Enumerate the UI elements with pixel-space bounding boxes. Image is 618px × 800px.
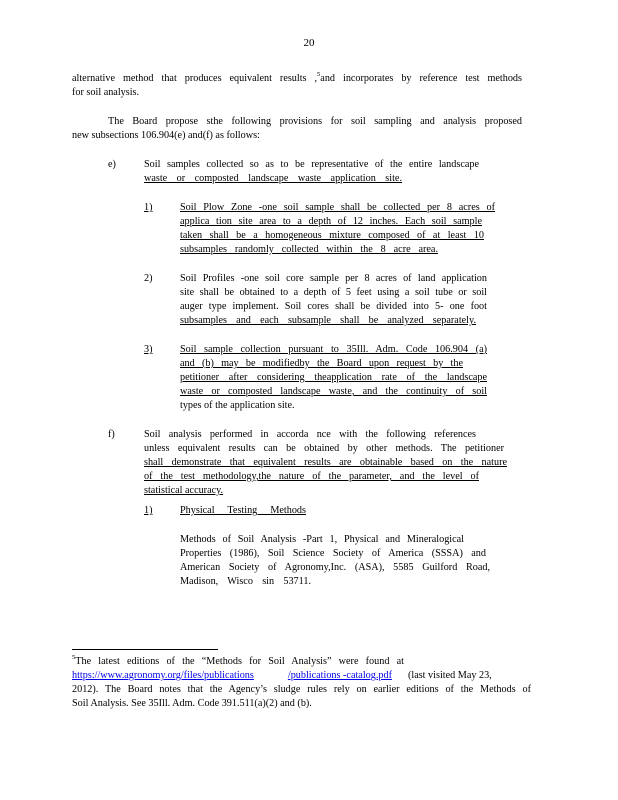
section-e-item-3-line: waste or composted landscape waste, and the continuity of soil [180,386,487,397]
page-number: 20 [303,37,315,49]
section-e-line-1: Soil samples collected so as to be representative of the entire landscape [144,159,479,170]
section-e-item-3-line: types of the application site. [180,400,295,411]
section-f-line: shall demonstrate that equivalent results are obtainable based on the nature [144,457,507,468]
section-e-item-1-line: subsamples randomly collected within the 8 acre area. [180,244,438,255]
section-e-item-3-line: petitioner after considering theapplication rate of the landscape [180,372,487,383]
footnote-separator [72,649,218,650]
section-f-line: Soil analysis performed in accorda nce with the following references [144,429,476,440]
section-f-line: unless equivalent results can be obtained by other methods. The petitioner [144,443,504,454]
proposal-line-1: The Board propose sthe following provisions for soil sampling and analysis proposed [108,116,522,127]
footnote-link[interactable]: https://www.agronomy.org/files/publications /publications -catalog.pdf [72,670,392,681]
intro-line-1 [72,72,522,86]
section-e-item-3-line: Soil sample collection pursuant to 35Ill. Adm. Code 106.904 (a) [180,344,487,355]
section-e-item-1-line: applica tion site area to a depth of 12 inches. Each soil sample [180,216,482,227]
section-e-item-1-line: Soil Plow Zone -one soil sample shall be collected per 8 acres of [180,202,495,213]
section-e-item-2-line: auger type implement. Soil cores shall be divided into 5- one foot [180,301,487,312]
section-e-item-1-line: taken shall be a homogeneous mixture composed of at least 10 [180,230,484,241]
footnote-text: The latest editions of the “Methods for Soil Analysis” were found at [75,656,404,667]
footnote-reference[interactable]: 5 [317,71,321,78]
section-e-label: e) [108,159,116,170]
section-f-item-1-line: Properties (1986), Soil Science Society of America (SSSA) and [180,548,486,559]
section-e-item-2-label: 2) [144,273,153,284]
section-e-line-2: waste or composted landscape waste application site. [144,173,402,184]
section-f-item-1-line: Madison, Wisco sin 53711. [180,576,311,587]
section-f-item-1-heading: Physical Testing Methods [180,505,306,516]
intro-text-b: and incorporates by reference test methods [320,73,522,84]
footnote-line-2 [72,669,522,683]
section-e-item-2-line: subsamples and each subsample shall be analyzed separately. [180,315,476,326]
section-f-item-1-label: 1) [144,505,153,516]
intro-text-a: alternative method that produces equivalent results , [72,73,318,84]
section-f-line: of the test methodology,the nature of the parameter, and the level of [144,471,479,482]
section-e-item-2-line: site shall be obtained to a depth of 5 feet using a soil tube or soil [180,287,487,298]
section-f-item-1-line: Methods of Soil Analysis -Part 1, Physical and Mineralogical [180,534,464,545]
intro-line-2: for soil analysis. [72,87,140,98]
section-e-item-3-line: and (b) may be modifiedby the Board upon request by the [180,358,463,369]
proposal-line-2: new subsections 106.904(e) and(f) as follows: [72,130,260,141]
section-e-item-2-line: Soil Profiles -one soil core sample per 8 acres of land application [180,273,487,284]
footnote-line-1 [72,655,404,669]
section-f-item-1-line: American Society of Agronomy,Inc. (ASA), 5585 Guilford Road, [180,562,490,573]
section-e-item-1-label: 1) [144,202,153,213]
footnote-mark: 5 [72,654,76,661]
footnote-line-3: 2012). The Board notes that the Agency’s sludge rules rely on earlier editions of the Methods of [72,684,531,695]
section-e-item-3-label: 3) [144,344,153,355]
footnote-line-4: Soil Analysis. See 35Ill. Adm. Code 391.511(a)(2) and (b). [72,698,312,709]
section-f-line: statistical accuracy. [144,485,224,496]
section-f-label: f) [108,429,115,440]
footnote-visited: (last visited May 23, [407,670,492,681]
